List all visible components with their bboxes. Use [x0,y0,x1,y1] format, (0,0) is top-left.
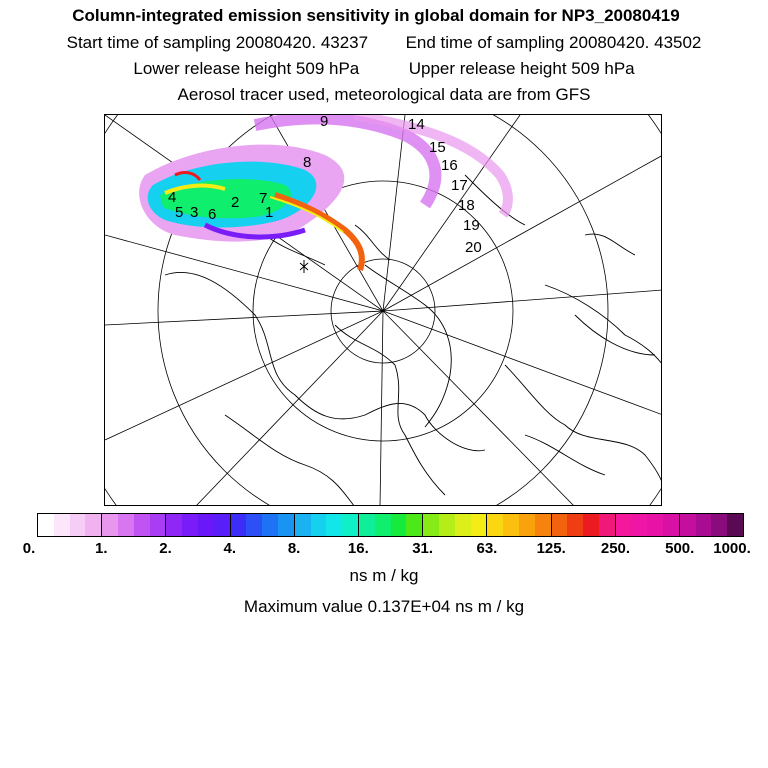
colorbar-tick-label: 63. [476,540,498,557]
colorbar-segment [375,514,391,536]
colorbar-segment [391,514,407,536]
day-label-7: 7 [259,190,268,207]
colorbar-segment [727,514,743,536]
colorbar-segment [262,514,278,536]
colorbar-segment [647,514,663,536]
colorbar-segment [150,514,167,536]
colorbar-segment [134,514,150,536]
colorbar-tick-label: 250. [600,540,631,557]
colorbar-segment [359,514,375,536]
colorbar-segment [166,514,182,536]
colorbar-tick-label: 2. [159,540,172,557]
colorbar-segment [326,514,342,536]
day-label-16: 16 [441,157,458,174]
colorbar-segment [118,514,134,536]
day-label-19: 19 [463,217,480,234]
upper-release-label: Upper release height 509 hPa [408,59,635,78]
colorbar-tick-label: 1000. [713,540,751,557]
colorbar-segment [311,514,327,536]
colorbar-segment [711,514,727,536]
colorbar-segment [631,514,647,536]
colorbar-segment [503,514,519,536]
day-label-3: 3 [190,204,199,221]
colorbar-tick-label: 1. [95,540,108,557]
colorbar-tick-label: 4. [223,540,237,557]
colorbar-segment [70,514,86,536]
day-label-14: 14 [408,116,425,133]
plot-title: Column-integrated emission sensitivity in global domain for NP3_20080419 [72,6,680,25]
day-label-15: 15 [429,139,446,156]
colorbar-segment [471,514,488,536]
colorbar-segment [295,514,311,536]
plume [139,115,508,273]
colorbar-tick-label: 0. [22,540,36,557]
day-label-2: 2 [231,194,240,211]
colorbar-segment [406,514,423,536]
map-canvas [105,115,662,506]
colorbar-segment [85,514,102,536]
colorbar-segment [519,514,535,536]
day-label-9: 9 [320,115,329,130]
colorbar-segment [278,514,295,536]
colorbar-segment [583,514,599,536]
colorbar-segment [567,514,583,536]
day-label-20: 20 [465,239,482,256]
colorbar-tick-label: 125. [536,540,566,557]
colorbar-segment [599,514,616,536]
colorbar-segment [246,514,262,536]
colorbar-segment [455,514,471,536]
colorbar-segment [182,514,198,536]
colorbar-segment [198,514,214,536]
colorbar-segment [663,514,680,536]
day-label-18: 18 [458,197,475,214]
colorbar-segment [102,514,118,536]
colorbar-segment [616,514,632,536]
colorbar-segment [231,514,247,536]
colorbar-tick-label: 31. [412,540,434,557]
colorbar-units: ns m / kg [349,566,419,585]
maximum-value: Maximum value 0.137E+04 ns m / kg [243,597,525,616]
end-time-label: End time of sampling 20080420. 43502 [405,33,702,52]
colorbar-segment [214,514,231,536]
start-time-label: Start time of sampling 20080420. 43237 [66,33,369,52]
sampling-times [0,33,768,53]
colorbar [37,513,744,537]
colorbar-segment [696,514,712,536]
day-label-6: 6 [208,206,217,223]
tracer-note: Aerosol tracer used, meteorological data are from GFS [177,85,591,104]
colorbar-ticks [0,540,768,560]
colorbar-segment [439,514,455,536]
colorbar-tick-label: 500. [665,540,695,557]
colorbar-segment [342,514,359,536]
colorbar-segment [535,514,552,536]
colorbar-segment [423,514,439,536]
colorbar-tick-label: 8. [287,540,301,557]
colorbar-tick-label: 16. [347,540,369,557]
day-label-17: 17 [451,177,468,194]
day-label-4: 4 [168,189,177,206]
polar-map [104,114,662,506]
colorbar-segment [38,514,54,536]
day-label-8: 8 [303,154,312,171]
release-heights [0,59,768,79]
colorbar-segment [487,514,503,536]
day-label-1: 1 [265,204,274,221]
colorbar-segment [54,514,70,536]
lower-release-label: Lower release height 509 hPa [133,59,360,78]
colorbar-segment [680,514,696,536]
day-label-5: 5 [175,204,184,221]
colorbar-segment [552,514,568,536]
